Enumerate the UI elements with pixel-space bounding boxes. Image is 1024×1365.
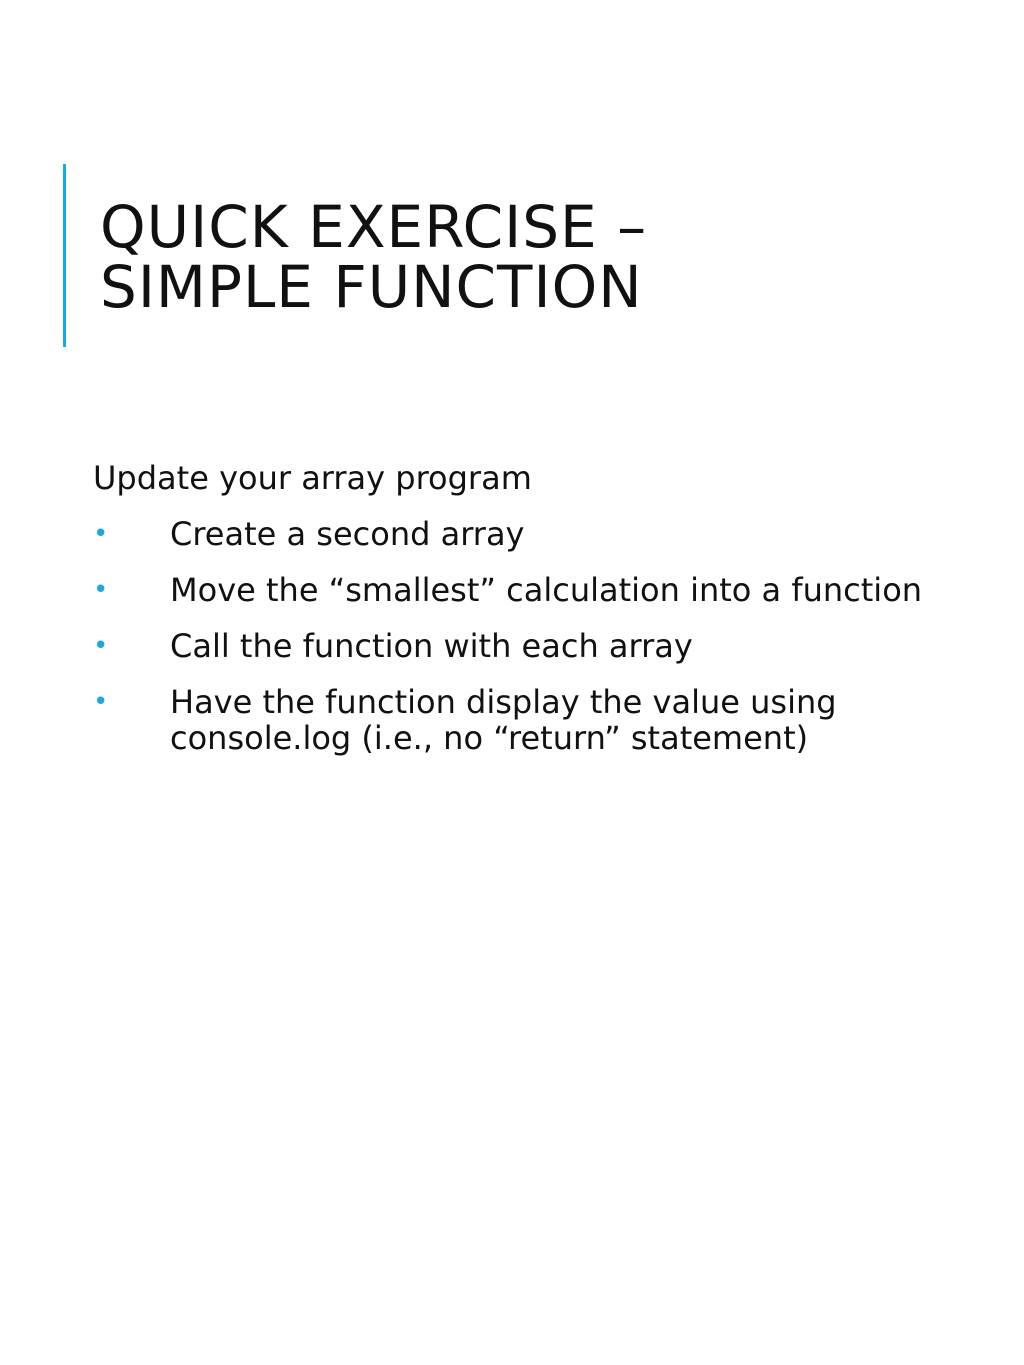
bullet-dot-icon: • [93, 519, 109, 549]
bullet-text: Call the function with each array [170, 627, 693, 665]
slide-content [93, 458, 923, 776]
bullet-dot-icon: • [93, 687, 109, 717]
bullet-list [93, 516, 923, 756]
slide-title [100, 193, 900, 321]
bullet-text: Move the “smallest” calculation into a function [170, 571, 923, 609]
bullet-item [93, 516, 923, 552]
bullet-text: Create a second array [170, 515, 525, 553]
bullet-text: Have the function display the value using console.log (i.e., no “return” statement) [170, 683, 837, 757]
bullet-dot-icon: • [93, 575, 109, 605]
title-accent-bar [63, 164, 66, 347]
bullet-item [93, 572, 923, 608]
intro-text: Update your array program [93, 459, 532, 497]
slide-title-line-1: QUICK EXERCISE – [100, 193, 648, 261]
slide-title-line-2: SIMPLE FUNCTION [100, 253, 643, 321]
bullet-dot-icon: • [93, 631, 109, 661]
bullet-item [93, 628, 923, 664]
bullet-item [93, 684, 923, 756]
